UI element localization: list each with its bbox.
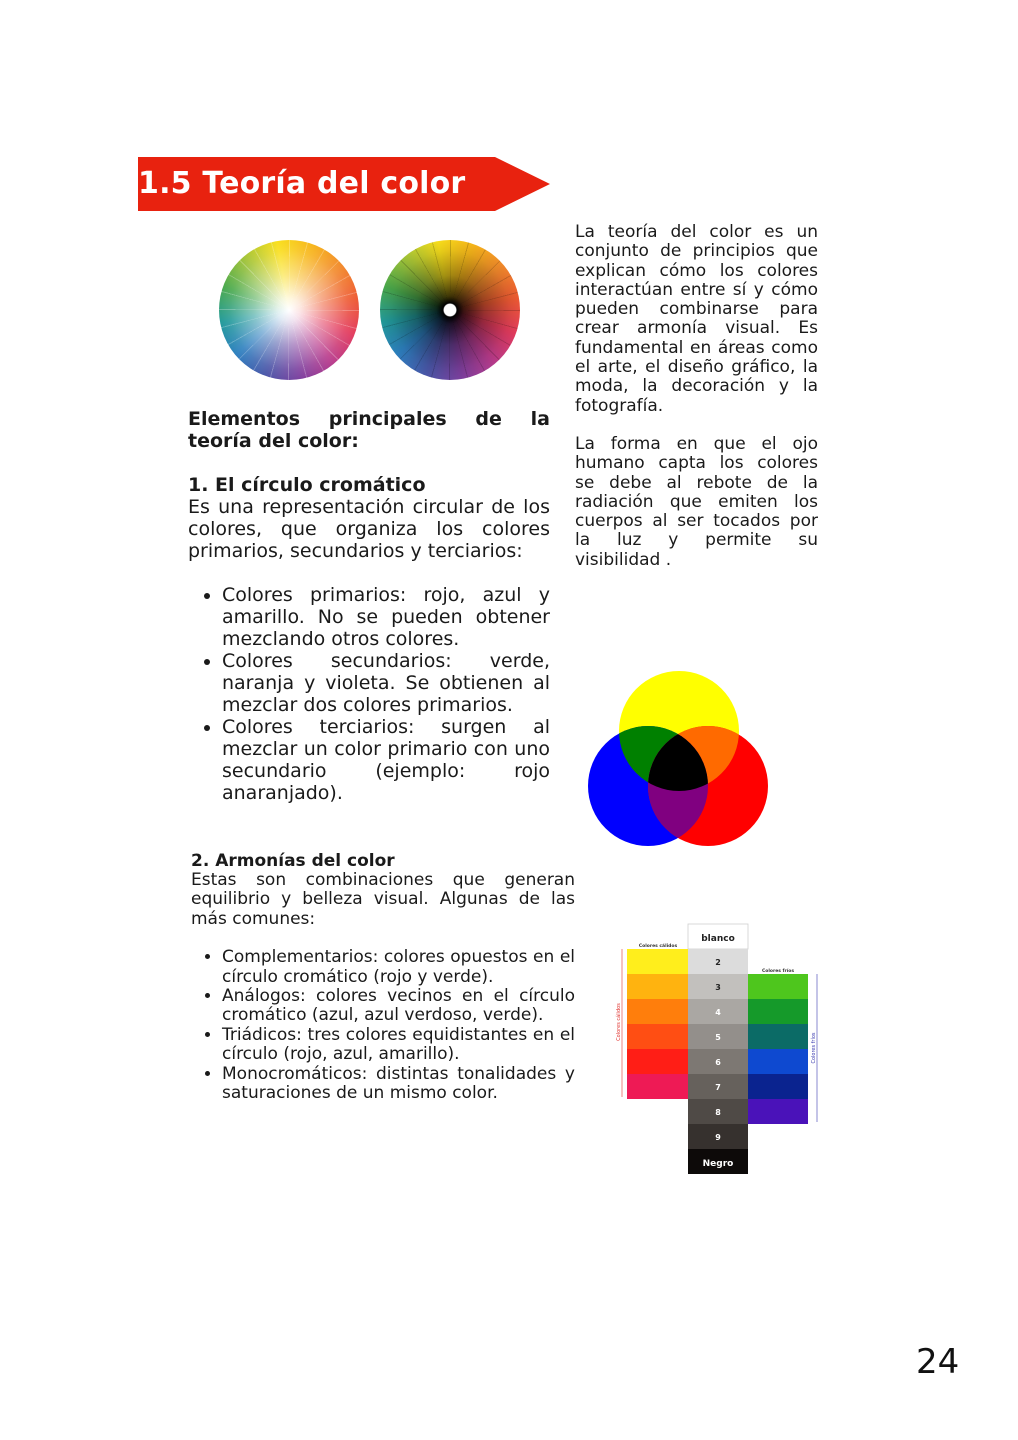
color-wheel-shades-image xyxy=(380,240,520,380)
section-title: 1.5 Teoría del color xyxy=(138,166,466,201)
list-item-primary: • Colores primarios: rojo, azul y amarillo. No se pueden obtener mezclando otros colores. xyxy=(222,584,550,650)
list-item-complementary: • Complementarios: colores opuestos en el círculo cromático (rojo y verde). xyxy=(222,948,575,987)
list-item-secondary: • Colores secundarios: verde, naranja y violeta. Se obtienen al mezclar dos colores primarios. xyxy=(222,650,550,716)
warm-title: Colores cálidos xyxy=(638,944,678,949)
list-item-analogous: • Análogos: colores vecinos en el círculo cromático (azul, azul verdoso, verde). xyxy=(222,987,575,1026)
page-number: 24 xyxy=(916,1342,960,1382)
scale-warm-cell xyxy=(627,1049,688,1074)
scale-top-label: blanco xyxy=(701,934,735,944)
additive-color-venn-image xyxy=(588,670,770,846)
warm-side-label: Colores cálidos xyxy=(616,1003,622,1041)
list-item-tertiary: • Colores terciarios: surgen al mezclar un color primario con uno secundario (ejemplo: rojo anaranjado). xyxy=(222,716,550,804)
intro-paragraph-1: La teoría del color es un conjunto de principios que explican cómo los colores interactúan entre sí y cómo pueden combinarse para crear armonía visual. Es fundamental en áreas como el arte, el diseño gráfico, la moda, la decoración y la fotografía. xyxy=(575,222,818,416)
color-wheel-tints-image xyxy=(219,240,359,380)
harmonies-section xyxy=(191,851,575,1103)
circle-title: 1. El círculo cromático xyxy=(188,474,426,496)
color-types-list xyxy=(188,584,550,804)
scale-gray-label: 9 xyxy=(715,1133,721,1142)
scale-gray-label: 4 xyxy=(715,1008,721,1017)
harmonies-list xyxy=(191,948,575,1103)
scale-cold-cell xyxy=(748,1024,808,1049)
scale-cold-cell xyxy=(748,1049,808,1074)
scale-gray-label: 2 xyxy=(715,958,721,967)
scale-gray-label: 8 xyxy=(715,1108,721,1117)
harmonies-description: Estas son combinaciones que generan equilibrio y belleza visual. Algunas de las más comunes: xyxy=(191,870,575,929)
color-value-scale-image xyxy=(610,922,822,1176)
list-item-triadic: • Triádicos: tres colores equidistantes en el círculo (rojo, azul, amarillo). xyxy=(222,1026,575,1065)
section-banner xyxy=(138,157,550,211)
scale-bottom-label: Negro xyxy=(702,1159,734,1169)
scale-warm-cell xyxy=(627,1074,688,1099)
scale-cold-cell xyxy=(748,999,808,1024)
list-item-monochromatic: • Monocromáticos: distintas tonalidades y saturaciones de un mismo color. xyxy=(222,1065,575,1104)
circle-description: Es una representación circular de los colores, que organiza los colores primarios, secundarios y terciarios: xyxy=(188,496,550,562)
elements-heading: Elementos principales de la teoría del color: xyxy=(188,408,550,452)
scale-gray-label: 6 xyxy=(715,1058,721,1067)
scale-warm-cell xyxy=(627,949,688,974)
scale-warm-cell xyxy=(627,1024,688,1049)
intro-paragraph-2: La forma en que el ojo humano capta los colores se debe al rebote de la radiación que emiten los cuerpos al ser tocados por la luz y permite su visibilidad . xyxy=(575,433,818,570)
scale-gray-label: 5 xyxy=(715,1033,721,1042)
cold-title: Colores fríos xyxy=(761,969,795,974)
cold-side-label: Colores fríos xyxy=(811,1032,817,1064)
harmonies-title: 2. Armonías del color xyxy=(191,851,395,871)
scale-gray-label: 3 xyxy=(715,983,721,992)
scale-cold-cell xyxy=(748,1099,808,1124)
intro-text xyxy=(575,223,818,570)
scale-cold-cell xyxy=(748,1074,808,1099)
scale-warm-cell xyxy=(627,999,688,1024)
scale-cold-cell xyxy=(748,974,808,999)
scale-gray-label: 7 xyxy=(715,1083,721,1092)
scale-warm-cell xyxy=(627,974,688,999)
elements-section xyxy=(188,408,550,804)
